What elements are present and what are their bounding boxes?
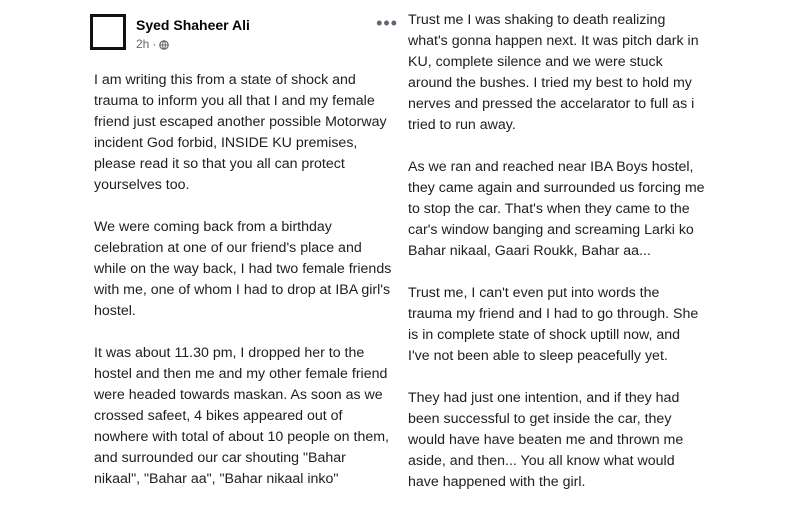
post-time[interactable]: 2h bbox=[136, 37, 150, 51]
post-paragraph: It was about 11.30 pm, I dropped her to the hostel and then me and my other female friend were headed towards maskan. As soon as we crossed safeet, 4 bikes appeared out of nowhere with total of about 10 people on them, and surrounded our car shouting "Bahar nikaal", "Bahar aa", "Bahar nikaal inko" bbox=[94, 345, 389, 487]
post-paragraph: We were coming back from a birthday celebration at one of our friend's place and while on the way back, I had two female friends with me, one of whom I had to drop at IBA girl's hostel. bbox=[94, 219, 392, 319]
post-paragraph: I am writing this from a state of shock and trauma to inform you all that I and my female friend just escaped another possible Motorway incident God forbid, INSIDE KU premises, please read it so that you all can protect yourselves too. bbox=[94, 72, 387, 193]
globe-icon[interactable] bbox=[159, 39, 169, 49]
author-name[interactable]: Syed Shaheer Ali bbox=[136, 17, 250, 33]
post-header bbox=[90, 14, 398, 56]
post-paragraph: They had just one intention, and if they had been successful to get inside the car, they would have have beaten me and thrown me aside, and then... You all know what would have happened with the girl. bbox=[408, 390, 684, 490]
post-body-left bbox=[94, 70, 394, 511]
post-column-left bbox=[82, 0, 400, 487]
avatar[interactable] bbox=[90, 14, 126, 50]
post-meta bbox=[136, 37, 169, 51]
meta-separator: · bbox=[152, 37, 157, 51]
post-paragraph: Trust me I was shaking to death realizing what's gonna happen next. It was pitch dark in KU, complete silence and we were stuck around the bushes. I tried my best to hold my nerves and pressed the accelarator to full as i tried to run away. bbox=[408, 12, 699, 133]
post-body-right bbox=[408, 10, 720, 514]
post-paragraph: Trust me, I can't even put into words the trauma my friend and I had to go through. She is in complete state of shock uptill now, and I've not been able to sleep peacefully yet. bbox=[408, 285, 699, 364]
post-column-right bbox=[402, 0, 720, 490]
more-options-icon[interactable]: ••• bbox=[376, 13, 398, 33]
post-paragraph: As we ran and reached near IBA Boys hostel, they came again and surrounded us forcing me to stop the car. That's when they came to the car's window banging and screaming Larki ko Bahar nikaal, Gaari Roukk, Bahar aa... bbox=[408, 159, 705, 259]
